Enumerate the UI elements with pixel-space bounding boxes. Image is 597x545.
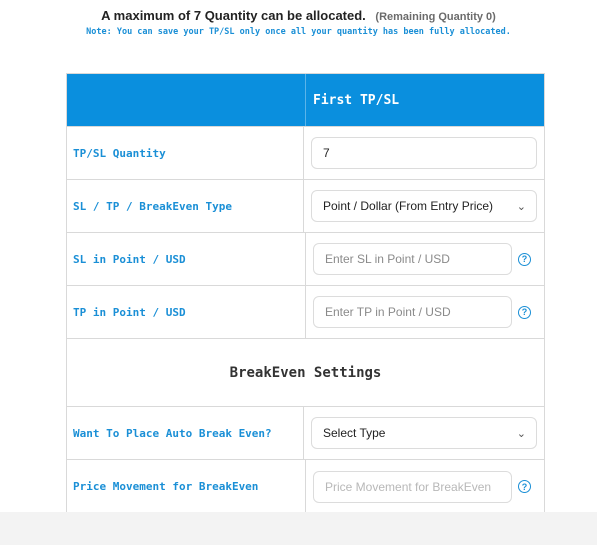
breakeven-type-label: SL / TP / BreakEven Type (67, 180, 304, 232)
price-movement-input[interactable] (313, 471, 512, 503)
price-movement-placeholder: Price Movement for BreakEven (325, 479, 492, 494)
sl-point-label: SL in Point / USD (67, 233, 306, 285)
table-row (67, 286, 544, 339)
breakeven-settings-title: BreakEven Settings (229, 364, 382, 381)
price-movement-label: Price Movement for BreakEven (67, 460, 306, 513)
allocation-summary (0, 8, 597, 23)
tpsl-table (66, 73, 545, 514)
table-row (67, 233, 544, 286)
table-row (67, 460, 544, 513)
tpsl-quantity-input[interactable] (311, 137, 537, 169)
remaining-quantity: (Remaining Quantity 0) (375, 11, 496, 23)
chevron-down-icon: ⌄ (516, 200, 526, 213)
question-circle-icon[interactable]: ? (518, 306, 531, 319)
chevron-down-icon: ⌄ (516, 427, 526, 440)
tp-point-placeholder: Enter TP in Point / USD (325, 305, 451, 319)
breakeven-type-select[interactable] (311, 190, 537, 222)
tp-point-input[interactable] (313, 296, 512, 328)
auto-breakeven-value: Select Type (323, 426, 386, 440)
first-tpsl-header: First TP/SL (313, 92, 400, 108)
auto-breakeven-select[interactable] (311, 417, 537, 449)
table-row (67, 407, 544, 460)
table-header-row (67, 74, 544, 127)
tpsl-quantity-value: 7 (323, 146, 330, 160)
sl-point-input[interactable] (313, 243, 512, 275)
breakeven-type-value: Point / Dollar (From Entry Price) (323, 199, 494, 213)
tp-point-label: TP in Point / USD (67, 286, 306, 338)
tpsl-quantity-label: TP/SL Quantity (67, 127, 304, 179)
header-empty-cell (67, 74, 306, 126)
sl-point-placeholder: Enter SL in Point / USD (325, 252, 450, 266)
save-note: Note: You can save your TP/SL only once all your quantity has been fully allocated. (86, 27, 511, 37)
bottom-fade-bar (0, 512, 597, 545)
auto-breakeven-label: Want To Place Auto Break Even? (67, 407, 304, 459)
question-circle-icon[interactable]: ? (518, 253, 531, 266)
breakeven-section-row (67, 339, 544, 407)
allocation-max-text: A maximum of 7 Quantity can be allocated. (101, 8, 366, 23)
table-row (67, 127, 544, 180)
table-row (67, 180, 544, 233)
question-circle-icon[interactable]: ? (518, 480, 531, 493)
